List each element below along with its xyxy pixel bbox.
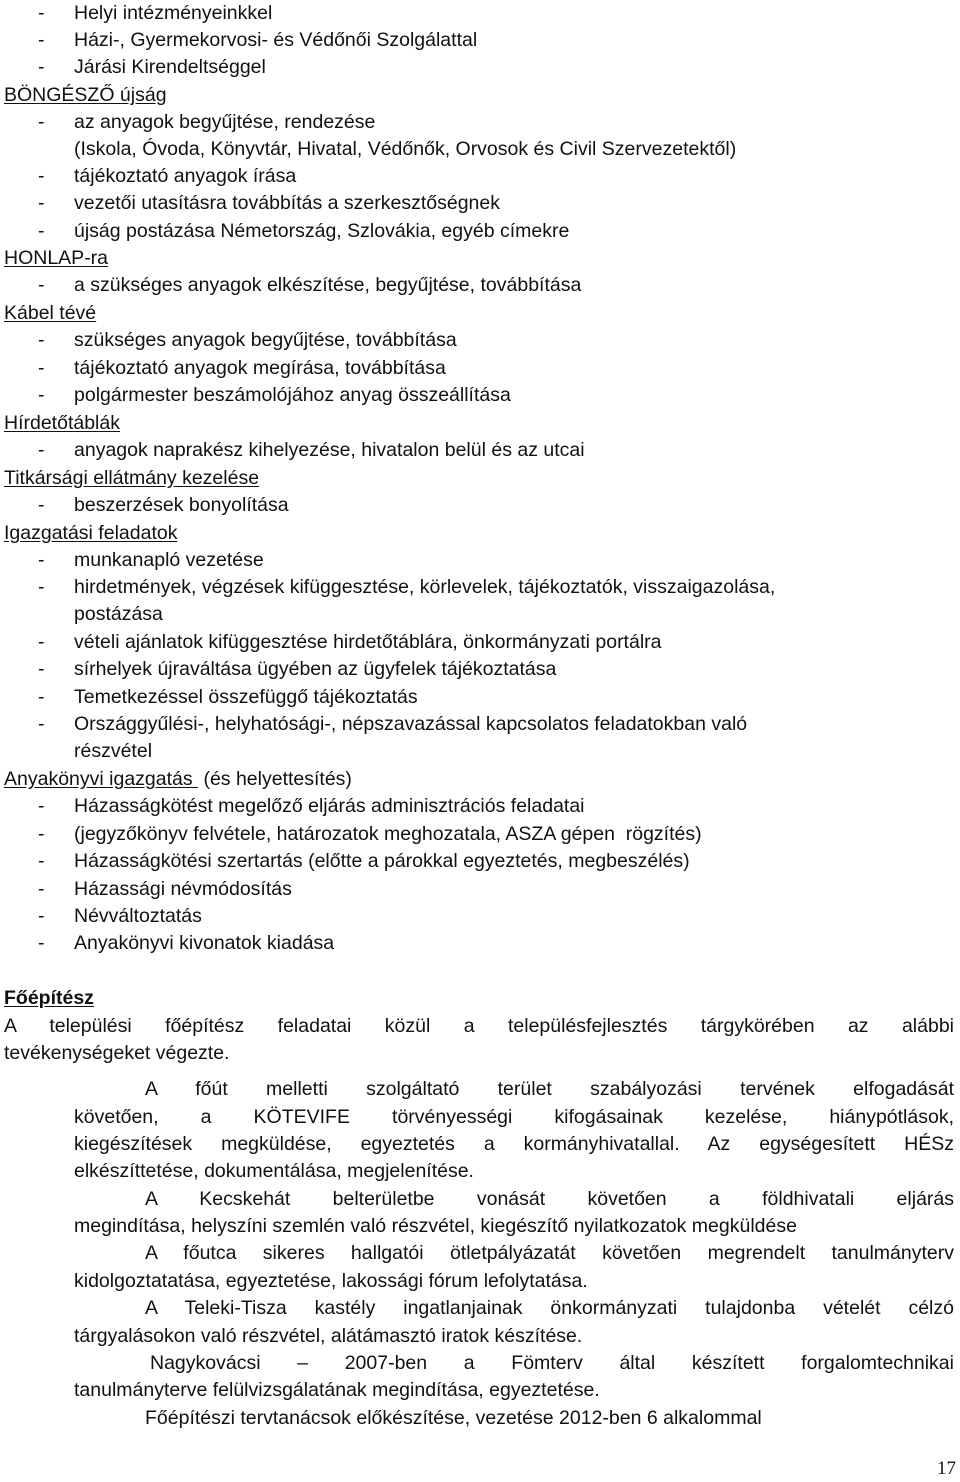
- list-item: anyagok naprakész kihelyezése, hivatalon belül és az utcai: [74, 439, 585, 461]
- list-item: Házassági névmódosítás: [74, 878, 292, 900]
- list-item: Helyi intézményeinkkel: [74, 2, 273, 24]
- list-bullet: -: [38, 658, 45, 680]
- list-bullet: -: [38, 2, 45, 24]
- list-item-continuation: postázása: [74, 603, 163, 625]
- list-bullet: -: [38, 111, 45, 133]
- list-bullet: -: [38, 494, 45, 516]
- paragraph-line: A főutca sikeres hallgatói ötletpályázatát követően megrendelt tanulmányterv: [145, 1242, 954, 1264]
- list-bullet: -: [38, 384, 45, 406]
- intro-line: A települési főépítész feladatai közül a településfejlesztés tárgykörében az alábbi: [4, 1015, 954, 1037]
- paragraph-line: Nagykovácsi – 2007-ben a Fömterv által készített forgalomtechnikai: [150, 1352, 954, 1374]
- list-item: Járási Kirendeltséggel: [74, 56, 266, 78]
- list-item: Házasságkötési szertartás (előtte a párokkal egyeztetés, megbeszélés): [74, 850, 690, 872]
- page-number: 17: [937, 1458, 956, 1479]
- section-heading-anyakonyvi: [4, 766, 352, 793]
- list-bullet: -: [38, 932, 45, 954]
- paragraph-line: tárgyalásokon való részvétel, alátámasztó iratok készítése.: [74, 1325, 583, 1347]
- list-bullet: -: [38, 795, 45, 817]
- paragraph-line: kidolgoztatatása, egyeztetése, lakossági fórum lefolytatása.: [74, 1270, 588, 1292]
- list-item: tájékoztató anyagok írása: [74, 165, 297, 187]
- list-bullet: -: [38, 56, 45, 78]
- list-bullet: -: [38, 686, 45, 708]
- paragraph-line: tanulmányterve felülvizsgálatának megindítása, egyeztetése.: [74, 1379, 600, 1401]
- paragraph-line: követően, a KÖTEVIFE törvényességi kifogásainak kezelése, hiánypótlások,: [74, 1106, 954, 1128]
- section-heading-titkarsagi: Titkársági ellátmány kezelése: [4, 467, 260, 489]
- paragraph-line: megindítása, helyszíni szemlén való részvétel, kiegészítő nyilatkozatok megküldése: [74, 1215, 797, 1237]
- heading-underlined-part: Anyakönyvi igazgatás: [4, 768, 199, 790]
- list-item: újság postázása Németország, Szlovákia, egyéb címekre: [74, 220, 570, 242]
- list-item: Temetkezéssel összefüggő tájékoztatás: [74, 686, 418, 708]
- paragraph-line: A Teleki-Tisza kastély ingatlanjainak önkormányzati tulajdonba vételét célzó: [145, 1297, 954, 1319]
- section-heading-kabel: Kábel tévé: [4, 302, 97, 324]
- section-heading-hirdeto: Hírdetőtáblák: [4, 412, 120, 434]
- list-bullet: -: [38, 850, 45, 872]
- list-item: munkanapló vezetése: [74, 549, 264, 571]
- paragraph-line: A főút melletti szolgáltató terület szabályozási tervének elfogadását: [145, 1078, 954, 1100]
- list-bullet: -: [38, 905, 45, 927]
- list-item: hirdetmények, végzések kifüggesztése, körlevelek, tájékoztatók, visszaigazolása,: [74, 576, 776, 598]
- list-item: beszerzések bonyolítása: [74, 494, 289, 516]
- list-bullet: -: [38, 274, 45, 296]
- list-bullet: -: [38, 823, 45, 845]
- paragraph-line: Főépítészi tervtanácsok előkészítése, vezetése 2012-ben 6 alkalommal: [145, 1407, 762, 1429]
- list-item: Házi-, Gyermekorvosi- és Védőnői Szolgálattal: [74, 29, 478, 51]
- list-bullet: -: [38, 192, 45, 214]
- list-item: sírhelyek újraváltása ügyében az ügyfelek tájékoztatása: [74, 658, 557, 680]
- list-item: Névváltoztatás: [74, 905, 202, 927]
- list-item: vételi ajánlatok kifüggesztése hirdetőtáblára, önkormányzati portálra: [74, 631, 662, 653]
- section-heading-foepitesz: Főépítész: [4, 987, 94, 1009]
- list-item: Házasságkötést megelőző eljárás adminisztrációs feladatai: [74, 795, 585, 817]
- section-heading-bongesz: BÖNGÉSZŐ újság: [4, 84, 167, 106]
- list-item: az anyagok begyűjtése, rendezése: [74, 111, 376, 133]
- list-bullet: -: [38, 329, 45, 351]
- list-item: polgármester beszámolójához anyag összeállítása: [74, 384, 511, 406]
- list-bullet: -: [38, 713, 45, 735]
- list-bullet: -: [38, 878, 45, 900]
- paragraph-line: A Kecskehát belterületbe vonását követően a földhivatali eljárás: [145, 1188, 954, 1210]
- paragraph-line: kiegészítések megküldése, egyeztetés a kormányhivatallal. Az egységesített HÉSz: [74, 1133, 954, 1155]
- list-bullet: -: [38, 549, 45, 571]
- list-bullet: -: [38, 439, 45, 461]
- list-item-continuation: (Iskola, Óvoda, Könyvtár, Hivatal, Védőnők, Orvosok és Civil Szervezetektől): [74, 138, 737, 160]
- list-item: (jegyzőkönyv felvétele, határozatok meghozatala, ASZA gépen rögzítés): [74, 823, 702, 845]
- list-item: vezetői utasításra továbbítás a szerkesztőségnek: [74, 192, 500, 214]
- section-heading-honlap: HONLAP-ra: [4, 247, 109, 269]
- paragraph-line: elkészíttetése, dokumentálása, megjelenítése.: [74, 1160, 474, 1182]
- list-item: a szükséges anyagok elkészítése, begyűjtése, továbbítása: [74, 274, 582, 296]
- intro-line: tevékenységeket végezte.: [4, 1042, 230, 1064]
- list-bullet: -: [38, 357, 45, 379]
- list-bullet: -: [38, 631, 45, 653]
- list-item-continuation: részvétel: [74, 740, 153, 762]
- list-item: tájékoztató anyagok megírása, továbbítása: [74, 357, 446, 379]
- list-bullet: -: [38, 29, 45, 51]
- section-heading-igazgatasi: Igazgatási feladatok: [4, 522, 178, 544]
- list-item: Országgyűlési-, helyhatósági-, népszavazással kapcsolatos feladatokban való: [74, 713, 748, 735]
- list-bullet: -: [38, 220, 45, 242]
- list-item: Anyakönyvi kivonatok kiadása: [74, 932, 335, 954]
- list-item: szükséges anyagok begyűjtése, továbbítása: [74, 329, 457, 351]
- list-bullet: -: [38, 576, 45, 598]
- list-bullet: -: [38, 165, 45, 187]
- heading-rest: (és helyettesítés): [198, 768, 352, 790]
